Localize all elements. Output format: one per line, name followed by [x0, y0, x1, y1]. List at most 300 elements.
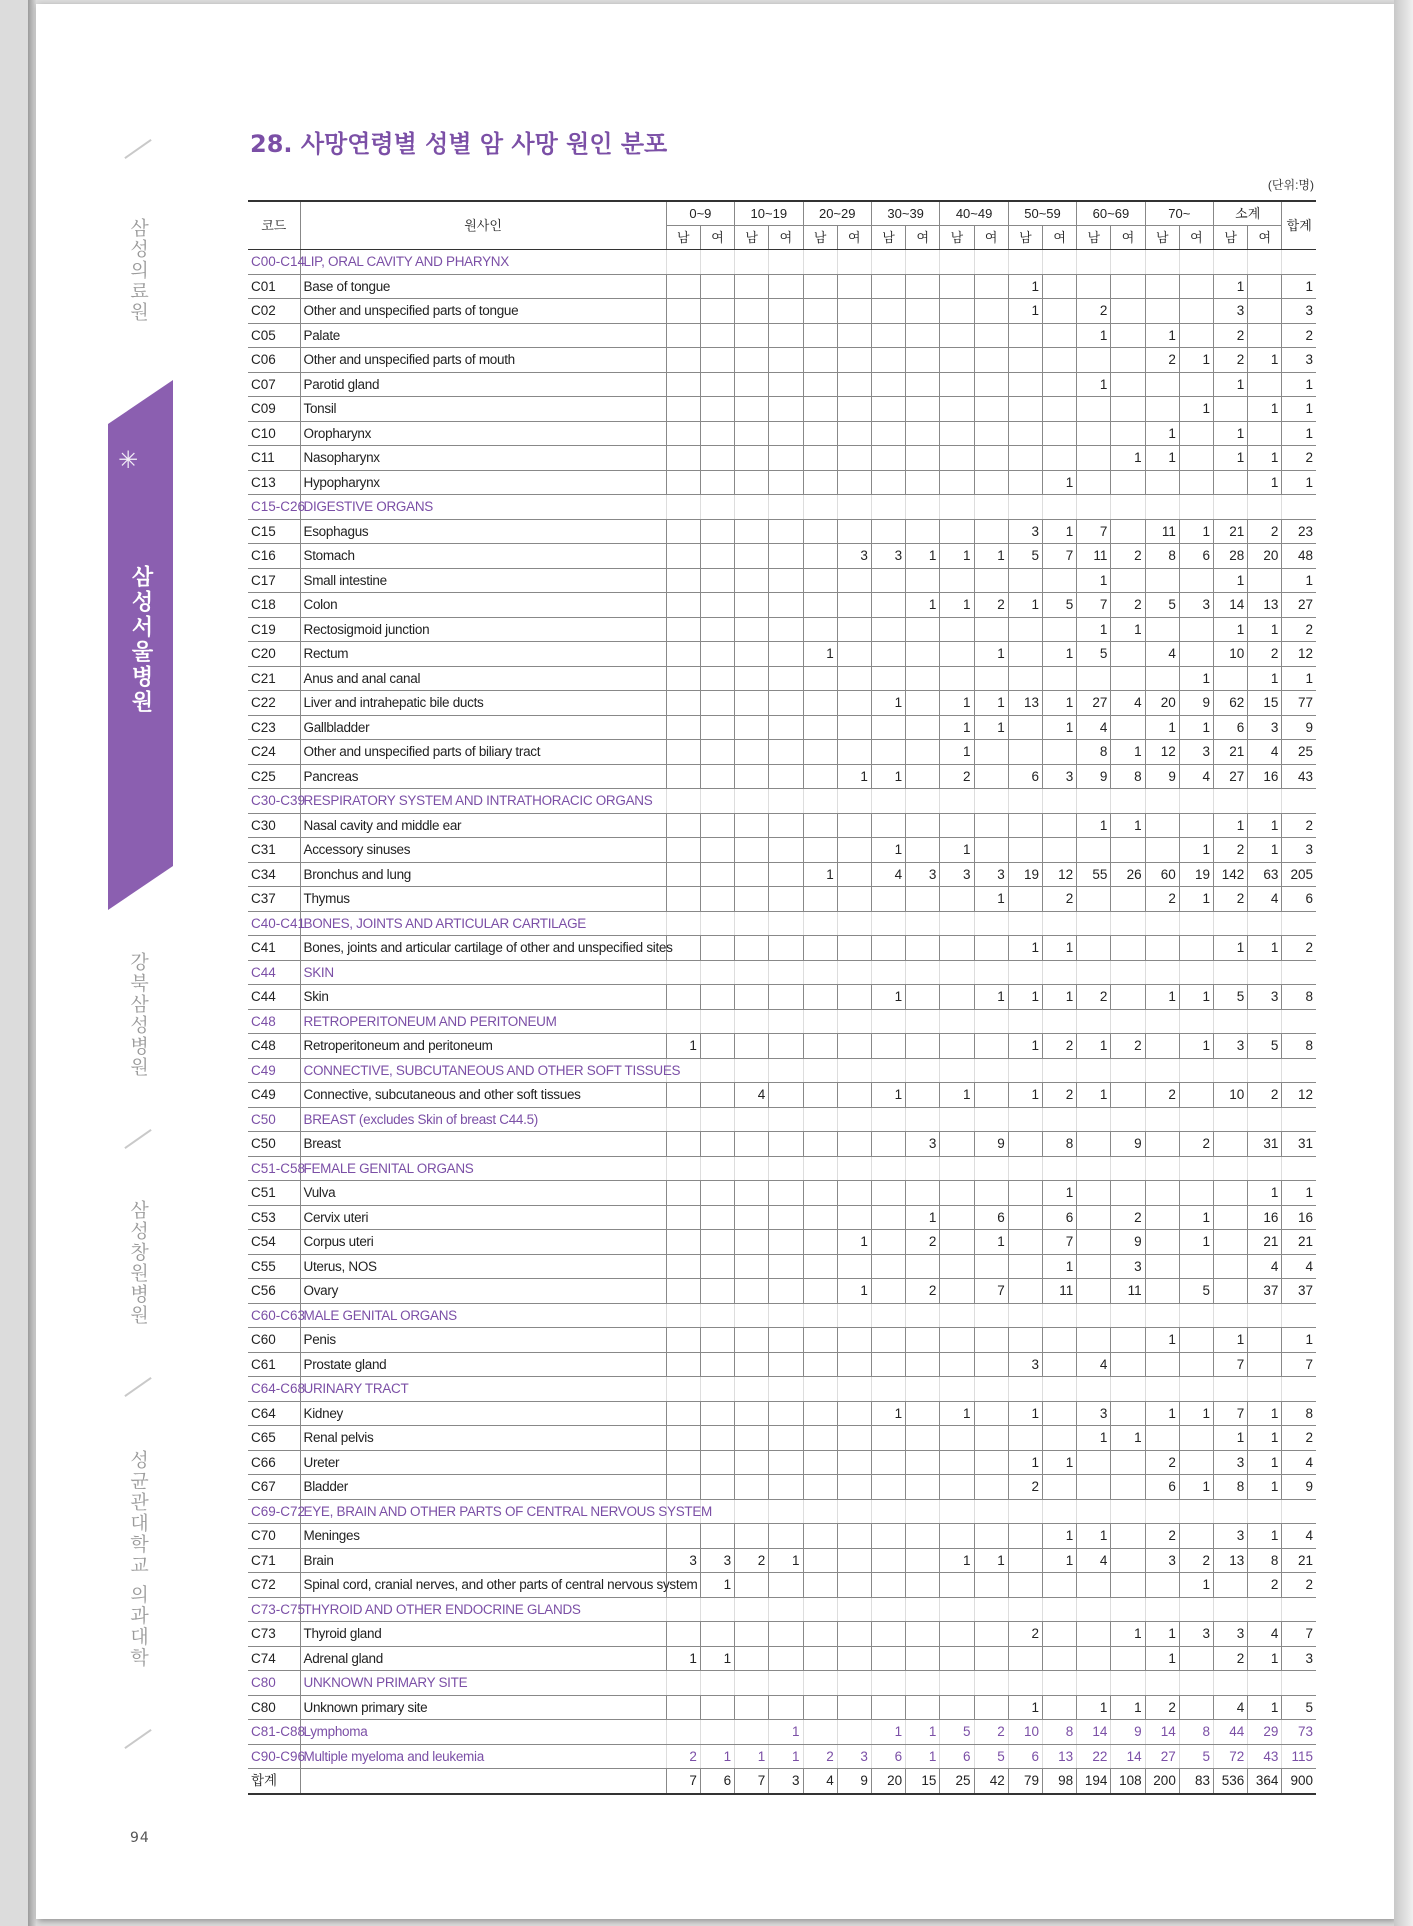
- cell-count: [803, 1548, 837, 1573]
- cell-count: [1111, 789, 1145, 814]
- cell-count: [1145, 1499, 1179, 1524]
- cell-count: 2: [1179, 1548, 1213, 1573]
- cell-count: [837, 274, 871, 299]
- cell-count: [666, 446, 700, 471]
- cell-count: [666, 348, 700, 373]
- cell-count: 3: [1145, 1548, 1179, 1573]
- cell-count: [906, 1009, 940, 1034]
- cell-count: 1: [1179, 1475, 1213, 1500]
- cell-count: 3: [666, 1548, 700, 1573]
- cell-count: [1042, 1695, 1076, 1720]
- table-row: [248, 1132, 1316, 1157]
- cell-count: 44: [1214, 1720, 1248, 1745]
- cell-count: [906, 348, 940, 373]
- cell-count: [1282, 1671, 1316, 1696]
- cell-count: [803, 1401, 837, 1426]
- cell-count: 1: [906, 544, 940, 569]
- cell-count: 48: [1282, 544, 1316, 569]
- cell-count: [1145, 617, 1179, 642]
- cell-count: [1042, 740, 1076, 765]
- cell-count: [1008, 1377, 1042, 1402]
- cell-count: [803, 299, 837, 324]
- cell-count: [735, 1597, 769, 1622]
- cell-count: [700, 1181, 734, 1206]
- cell-count: [1042, 397, 1076, 422]
- cell-count: [803, 1695, 837, 1720]
- cell-count: [974, 323, 1008, 348]
- cell-count: 2: [1282, 1426, 1316, 1451]
- cell-count: 1: [1282, 1181, 1316, 1206]
- cell-count: 1: [1111, 1695, 1145, 1720]
- cell-count: [1008, 372, 1042, 397]
- cell-count: 1: [1077, 1426, 1111, 1451]
- cell-count: [940, 568, 974, 593]
- sidebar-item-skku-medicine[interactable]: [118, 1450, 158, 1673]
- cell-count: [769, 1475, 803, 1500]
- cell-count: 2: [906, 1230, 940, 1255]
- cell-count: [803, 1573, 837, 1598]
- table-row: [248, 1524, 1316, 1549]
- cell-count: 6: [1214, 715, 1248, 740]
- table-row: [248, 1352, 1316, 1377]
- cell-count: [666, 1303, 700, 1328]
- cell-count: [735, 348, 769, 373]
- cell-count: [906, 764, 940, 789]
- table-row: [248, 1205, 1316, 1230]
- cell-count: 2: [1008, 1622, 1042, 1647]
- cell-count: [666, 1132, 700, 1157]
- cell-count: [906, 985, 940, 1010]
- cell-count: [1042, 323, 1076, 348]
- cell-count: [1008, 666, 1042, 691]
- cell-count: [837, 372, 871, 397]
- cell-count: [906, 1181, 940, 1206]
- cell-count: 4: [1248, 887, 1282, 912]
- sidebar-item-samsung-medical-center[interactable]: [118, 218, 158, 328]
- cell-count: 1: [1145, 421, 1179, 446]
- cell-code: C90-C96: [248, 1744, 300, 1769]
- cell-count: 9: [1145, 764, 1179, 789]
- cell-count: 5: [1145, 593, 1179, 618]
- cell-count: 2: [906, 1279, 940, 1304]
- cell-count: 1: [906, 1744, 940, 1769]
- table-row: [248, 838, 1316, 863]
- cell-count: [1179, 470, 1213, 495]
- cell-count: [666, 617, 700, 642]
- cell-count: [1077, 936, 1111, 961]
- cell-count: [1077, 1499, 1111, 1524]
- cell-count: 37: [1248, 1279, 1282, 1304]
- cell-count: [1282, 250, 1316, 275]
- cell-count: 4: [1248, 1254, 1282, 1279]
- cell-count: [666, 1622, 700, 1647]
- cell-count: [940, 1303, 974, 1328]
- cell-count: [1077, 397, 1111, 422]
- cell-count: [803, 1524, 837, 1549]
- cell-count: 1: [1248, 397, 1282, 422]
- cell-count: 73: [1282, 1720, 1316, 1745]
- cell-count: 2: [803, 1744, 837, 1769]
- cell-count: [769, 1426, 803, 1451]
- cell-count: [1145, 936, 1179, 961]
- cell-count: [1248, 568, 1282, 593]
- cell-count: 4: [1248, 740, 1282, 765]
- cell-count: [837, 446, 871, 471]
- cell-code: C73-C75: [248, 1597, 300, 1622]
- cell-count: [1077, 421, 1111, 446]
- cell-count: [700, 813, 734, 838]
- header-age-group: 40~49: [940, 201, 1008, 226]
- cell-count: 8: [1282, 1401, 1316, 1426]
- cell-count: [871, 299, 905, 324]
- cell-count: 4: [803, 1769, 837, 1794]
- cell-count: [906, 1597, 940, 1622]
- cell-cause-name: Parotid gland: [300, 372, 666, 397]
- cell-count: [769, 593, 803, 618]
- cell-count: [974, 397, 1008, 422]
- cell-count: [1042, 1573, 1076, 1598]
- cell-count: [803, 495, 837, 520]
- cell-count: 1: [1214, 421, 1248, 446]
- cell-count: [1214, 1254, 1248, 1279]
- cell-count: [906, 887, 940, 912]
- cell-count: 1: [1248, 470, 1282, 495]
- cell-count: 1: [1042, 936, 1076, 961]
- cell-count: 3: [1077, 1401, 1111, 1426]
- cell-count: [735, 1450, 769, 1475]
- cell-code: C70: [248, 1524, 300, 1549]
- cell-count: [1111, 568, 1145, 593]
- cell-count: [735, 1254, 769, 1279]
- cell-count: [666, 299, 700, 324]
- cell-count: [906, 1254, 940, 1279]
- category-row: [248, 1499, 1316, 1524]
- cell-count: 1: [1042, 1524, 1076, 1549]
- cell-cause-name: Skin: [300, 985, 666, 1010]
- cell-count: 1: [1077, 372, 1111, 397]
- cell-count: [1145, 911, 1179, 936]
- cell-count: [940, 299, 974, 324]
- cell-count: [769, 250, 803, 275]
- cell-count: 1: [1008, 274, 1042, 299]
- cell-count: [974, 960, 1008, 985]
- cell-count: 16: [1248, 1205, 1282, 1230]
- cell-count: 10: [1214, 642, 1248, 667]
- cell-count: [1145, 568, 1179, 593]
- cell-count: [1248, 1058, 1282, 1083]
- cell-count: [1111, 1303, 1145, 1328]
- table-row: [248, 1548, 1316, 1573]
- cell-count: [735, 715, 769, 740]
- cell-count: [837, 568, 871, 593]
- cell-cause-name: Nasal cavity and middle ear: [300, 813, 666, 838]
- cell-count: [940, 495, 974, 520]
- cell-count: [1077, 887, 1111, 912]
- cell-count: 3: [1179, 593, 1213, 618]
- header-age-group: 10~19: [735, 201, 803, 226]
- cell-count: [1111, 250, 1145, 275]
- cell-count: [1077, 960, 1111, 985]
- cell-count: 1: [974, 691, 1008, 716]
- cell-code: C48: [248, 1009, 300, 1034]
- cell-count: 9: [1111, 1132, 1145, 1157]
- cell-count: [1179, 813, 1213, 838]
- cell-count: [1179, 1328, 1213, 1353]
- cell-count: [1214, 1230, 1248, 1255]
- cell-cause-name: Colon: [300, 593, 666, 618]
- category-row: [248, 1009, 1316, 1034]
- cell-count: 1: [974, 887, 1008, 912]
- cell-count: [1282, 911, 1316, 936]
- cell-count: 1: [1214, 372, 1248, 397]
- cell-count: 20: [871, 1769, 905, 1794]
- sun-icon: ✳: [117, 446, 139, 474]
- cell-count: 14: [1111, 1744, 1145, 1769]
- cell-count: 2: [1282, 617, 1316, 642]
- cell-count: [735, 1352, 769, 1377]
- cell-count: [940, 1181, 974, 1206]
- cell-count: [940, 519, 974, 544]
- cell-count: 5: [974, 1744, 1008, 1769]
- cell-count: [1042, 274, 1076, 299]
- cell-count: 20: [1145, 691, 1179, 716]
- cell-cause-name: Liver and intrahepatic bile ducts: [300, 691, 666, 716]
- cell-count: 2: [1282, 1573, 1316, 1598]
- cell-count: 1: [974, 715, 1008, 740]
- cell-count: [1008, 421, 1042, 446]
- cell-count: [1042, 250, 1076, 275]
- cell-count: [837, 1426, 871, 1451]
- cell-count: [940, 642, 974, 667]
- cell-count: 98: [1042, 1769, 1076, 1794]
- cell-count: [871, 1426, 905, 1451]
- table-row: [248, 1573, 1316, 1598]
- cell-count: 1: [906, 1720, 940, 1745]
- cell-count: [940, 446, 974, 471]
- cell-cause-name: Corpus uteri: [300, 1230, 666, 1255]
- cell-count: [1077, 789, 1111, 814]
- cell-count: 142: [1214, 862, 1248, 887]
- cell-code: C41: [248, 936, 300, 961]
- cell-cause-name: THYROID AND OTHER ENDOCRINE GLANDS: [300, 1597, 666, 1622]
- cell-count: 6: [1008, 1744, 1042, 1769]
- cell-count: [1214, 470, 1248, 495]
- cell-cause-name: Thymus: [300, 887, 666, 912]
- cell-count: [1111, 838, 1145, 863]
- cancer-death-table: [248, 200, 1316, 1795]
- cell-count: 43: [1282, 764, 1316, 789]
- cell-count: 1: [1077, 1524, 1111, 1549]
- table-row: [248, 740, 1316, 765]
- cell-count: [1008, 1181, 1042, 1206]
- cell-count: 5: [1042, 593, 1076, 618]
- cell-count: 1: [1214, 274, 1248, 299]
- table-row: [248, 666, 1316, 691]
- cell-count: 3: [940, 862, 974, 887]
- cell-count: 1: [700, 1744, 734, 1769]
- cell-cause-name: Anus and anal canal: [300, 666, 666, 691]
- cell-count: 1: [1248, 1401, 1282, 1426]
- cell-count: 3: [1248, 985, 1282, 1010]
- cell-count: [1042, 372, 1076, 397]
- cell-count: [1111, 1009, 1145, 1034]
- cell-count: 1: [1179, 519, 1213, 544]
- cell-count: 1: [940, 838, 974, 863]
- cell-count: [1145, 1573, 1179, 1598]
- cell-count: [803, 789, 837, 814]
- cell-count: 1: [871, 1720, 905, 1745]
- cell-count: [769, 691, 803, 716]
- cell-count: [769, 1352, 803, 1377]
- cell-count: [803, 1499, 837, 1524]
- cell-count: [1077, 1009, 1111, 1034]
- cell-count: 5: [1214, 985, 1248, 1010]
- sidebar-item-kangbuk-samsung[interactable]: [118, 952, 158, 1083]
- cell-count: [974, 1009, 1008, 1034]
- cell-count: 4: [1077, 1548, 1111, 1573]
- table-row: [248, 372, 1316, 397]
- cell-count: [974, 519, 1008, 544]
- cell-count: [974, 1646, 1008, 1671]
- header-male: 남: [940, 226, 974, 250]
- cell-count: [871, 1181, 905, 1206]
- cell-count: 7: [1077, 593, 1111, 618]
- cell-count: 1: [1248, 617, 1282, 642]
- cell-count: 115: [1282, 1744, 1316, 1769]
- cell-count: [700, 838, 734, 863]
- cell-count: [735, 1009, 769, 1034]
- cell-count: [837, 348, 871, 373]
- cell-count: 1: [940, 715, 974, 740]
- cell-count: [974, 250, 1008, 275]
- cell-count: [769, 519, 803, 544]
- cell-count: 1: [974, 642, 1008, 667]
- cell-count: [940, 1475, 974, 1500]
- cell-count: 1: [906, 593, 940, 618]
- cell-cause-name: Hypopharynx: [300, 470, 666, 495]
- cell-code: C49: [248, 1058, 300, 1083]
- cell-count: [837, 1352, 871, 1377]
- cell-count: 3: [1214, 1450, 1248, 1475]
- cell-count: [735, 274, 769, 299]
- cell-count: [1282, 960, 1316, 985]
- cell-count: [1042, 1499, 1076, 1524]
- cell-count: [974, 1450, 1008, 1475]
- cell-count: [974, 274, 1008, 299]
- cell-count: [700, 1254, 734, 1279]
- cell-count: 2: [1248, 519, 1282, 544]
- table-row: [248, 715, 1316, 740]
- cell-count: [837, 1009, 871, 1034]
- page-number: 94: [130, 1830, 150, 1846]
- cell-count: [974, 470, 1008, 495]
- cell-count: [1248, 1328, 1282, 1353]
- sidebar-item-samsung-changwon[interactable]: [118, 1200, 158, 1331]
- cell-count: [1145, 397, 1179, 422]
- table-row: [248, 764, 1316, 789]
- cell-count: [974, 1328, 1008, 1353]
- cell-count: [940, 1034, 974, 1059]
- cell-count: [1111, 1548, 1145, 1573]
- cell-count: [906, 568, 940, 593]
- cell-count: [666, 274, 700, 299]
- cell-count: [871, 936, 905, 961]
- cell-count: [940, 1132, 974, 1157]
- cell-count: [906, 1524, 940, 1549]
- header-male: 남: [871, 226, 905, 250]
- cell-count: [1248, 250, 1282, 275]
- cell-count: [837, 1646, 871, 1671]
- cell-code: C31: [248, 838, 300, 863]
- cell-count: [871, 1646, 905, 1671]
- cell-count: 12: [1282, 642, 1316, 667]
- cell-cause-name: Stomach: [300, 544, 666, 569]
- cell-count: [769, 1156, 803, 1181]
- cell-count: 1: [1145, 1401, 1179, 1426]
- cell-count: [1179, 1671, 1213, 1696]
- cell-count: [700, 1671, 734, 1696]
- table-row: [248, 519, 1316, 544]
- cell-count: 1: [1214, 936, 1248, 961]
- cell-count: [1179, 1352, 1213, 1377]
- cell-count: [906, 911, 940, 936]
- cell-count: [735, 838, 769, 863]
- cell-count: 108: [1111, 1769, 1145, 1794]
- cell-count: [803, 421, 837, 446]
- cell-count: 1: [974, 544, 1008, 569]
- cell-count: [700, 1401, 734, 1426]
- cell-count: [871, 1009, 905, 1034]
- cell-count: 4: [1077, 715, 1111, 740]
- cell-code: C21: [248, 666, 300, 691]
- cell-count: [940, 617, 974, 642]
- cell-count: [700, 1524, 734, 1549]
- cell-count: [837, 1695, 871, 1720]
- cell-count: [1214, 397, 1248, 422]
- cell-count: [769, 1524, 803, 1549]
- cell-count: [769, 1303, 803, 1328]
- cell-count: [700, 274, 734, 299]
- cell-count: [1042, 1009, 1076, 1034]
- sidebar-item-samsung-seoul-hospital[interactable]: [108, 565, 173, 721]
- cell-count: [837, 1181, 871, 1206]
- cell-count: 21: [1248, 1230, 1282, 1255]
- cell-cause-name: Ureter: [300, 1450, 666, 1475]
- cell-count: 3: [1008, 1352, 1042, 1377]
- cell-count: [906, 1475, 940, 1500]
- cell-cause-name: BREAST (excludes Skin of breast C44.5): [300, 1107, 666, 1132]
- cell-count: 3: [1214, 1622, 1248, 1647]
- cell-count: [871, 1107, 905, 1132]
- cell-count: [940, 1695, 974, 1720]
- cell-count: [700, 1352, 734, 1377]
- cell-count: [837, 1499, 871, 1524]
- cell-cause-name: Connective, subcutaneous and other soft tissues: [300, 1083, 666, 1108]
- cell-count: [940, 1426, 974, 1451]
- cell-count: [735, 1475, 769, 1500]
- cell-count: [700, 1597, 734, 1622]
- table-row: [248, 1695, 1316, 1720]
- cell-count: [974, 421, 1008, 446]
- cell-count: 8: [1111, 764, 1145, 789]
- cell-count: [1042, 960, 1076, 985]
- cell-count: 21: [1214, 740, 1248, 765]
- cell-count: [735, 1034, 769, 1059]
- cell-cause-name: Breast: [300, 1132, 666, 1157]
- cell-cause-name: Vulva: [300, 1181, 666, 1206]
- cell-count: [1179, 1009, 1213, 1034]
- cell-count: [1179, 1083, 1213, 1108]
